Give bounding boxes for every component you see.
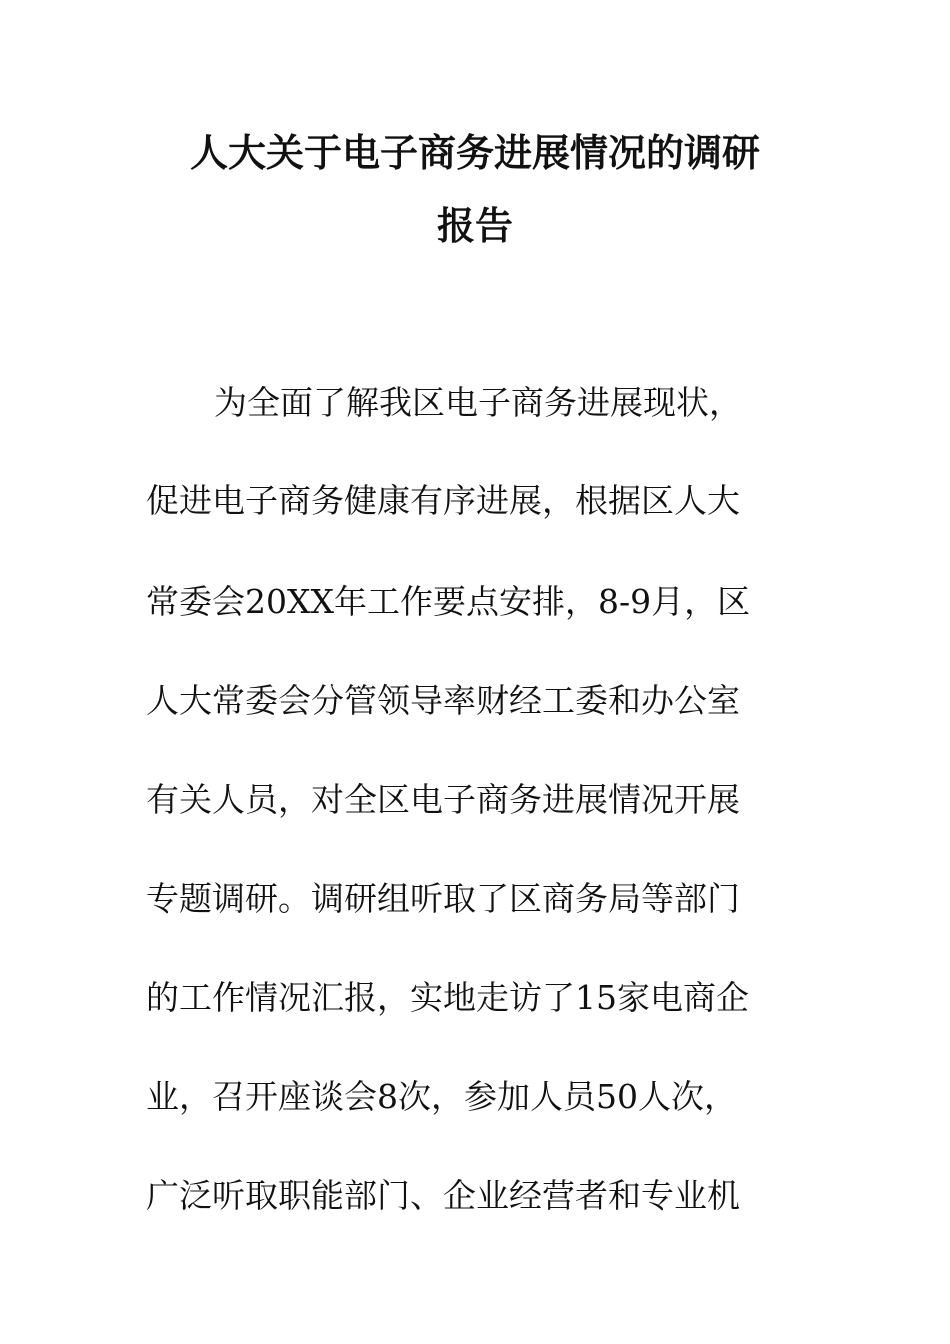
paragraph-line-1: 为全面了解我区电子商务进展现状， — [214, 383, 742, 422]
paragraph-line-6: 专题调研。调研组听取了区商务局等部门 — [146, 879, 740, 918]
paragraph-line-8: 业，召开座谈会8次，参加人员50人次， — [146, 1077, 737, 1116]
paragraph-line-9: 广泛听取职能部门、企业经营者和专业机 — [146, 1176, 740, 1215]
document-title-line-1: 人大关于电子商务进展情况的调研 — [189, 131, 760, 175]
paragraph-line-2: 促进电子商务健康有序进展，根据区人大 — [146, 481, 740, 520]
paragraph-line-4: 人大常委会分管领导率财经工委和办公室 — [146, 681, 740, 720]
paragraph-line-5: 有关人员，对全区电子商务进展情况开展 — [146, 780, 740, 819]
document-title-line-2: 报告 — [436, 204, 513, 248]
paragraph-line-3: 常委会20XX年工作要点安排，8-9月，区 — [146, 582, 751, 621]
paragraph-line-7: 的工作情况汇报，实地走访了15家电商企 — [146, 978, 749, 1017]
